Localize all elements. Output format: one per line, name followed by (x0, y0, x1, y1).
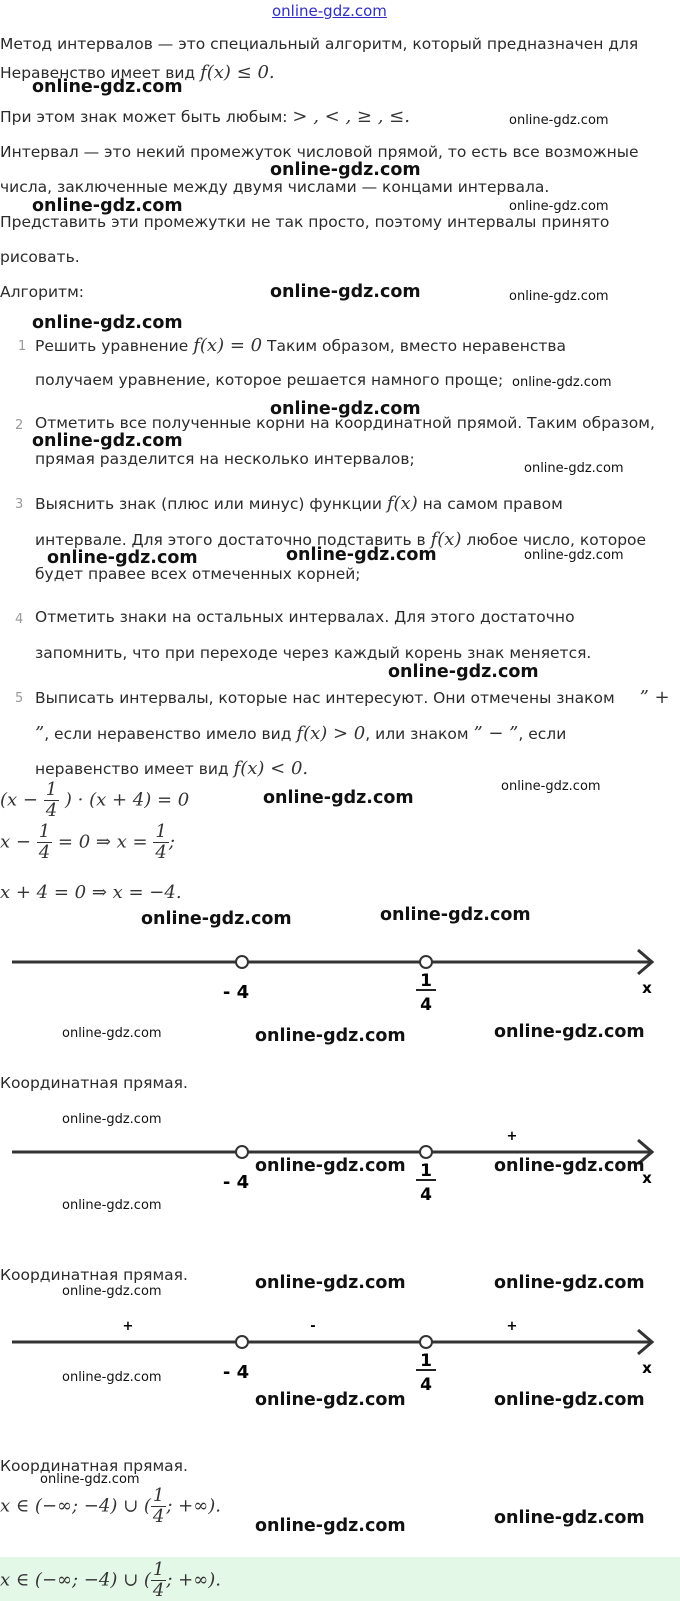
label-quarter-den: 4 (420, 995, 432, 1015)
watermark: online-gdz.com (255, 1156, 406, 1176)
watermark: online-gdz.com (494, 1273, 645, 1293)
watermark: online-gdz.com (494, 1508, 645, 1528)
caption-2: Координатная прямая. (0, 1266, 188, 1284)
theory-p3-text: При этом знак может быть любым: (0, 108, 288, 126)
frac-numerator: 1 (38, 821, 51, 842)
watermark: online-gdz.com (62, 1026, 162, 1041)
answer-1-fraction (151, 1486, 166, 1527)
watermark: online-gdz.com (62, 1112, 162, 1127)
frac-denominator: 4 (152, 1579, 165, 1601)
step-3-suffix: на самом правом (422, 495, 563, 513)
frac-numerator: 1 (152, 1485, 165, 1506)
watermark: online-gdz.com (509, 199, 609, 214)
theory-paragraph-5b: рисовать. (0, 248, 80, 266)
answer-2-part-b: ; +∞). (166, 1569, 221, 1591)
eq1-fraction (44, 780, 59, 821)
axis-label-x: x (642, 1169, 652, 1187)
step-3b-text: интервале. Для этого достаточно подставить в (35, 531, 426, 549)
step-1-line-b: получаем уравнение, которое решается намного проще; (35, 371, 504, 389)
step-2-line-a: Отметить все полученные корни на координатной прямой. Таким образом, (35, 414, 655, 432)
watermark: online-gdz.com (494, 1022, 645, 1042)
watermark: online-gdz.com (286, 545, 437, 565)
step-5-line-b (35, 723, 566, 744)
step-5-line-c (35, 758, 308, 779)
theory-paragraph-4a: Интервал — это некий промежуток числовой прямой, то есть все возможные (0, 143, 639, 161)
caption-3: Координатная прямая. (0, 1457, 188, 1475)
watermark: online-gdz.com (47, 548, 198, 568)
step-number: 4 (15, 612, 24, 627)
sign-plus-left: + (122, 1319, 134, 1334)
eq2-part-c: ; (168, 831, 175, 853)
point-quarter (420, 1146, 432, 1158)
frac-numerator: 1 (152, 1559, 165, 1580)
eq1-part-b: ) · (x + 4) = 0 (64, 789, 190, 811)
answer-line-2 (0, 1560, 221, 1601)
answer-2-part-a: x ∈ (−∞; −4) ∪ ( (0, 1569, 151, 1591)
label-minus-4: - 4 (222, 982, 250, 1003)
watermark: online-gdz.com (32, 313, 183, 333)
algorithm-label: Алгоритм: (0, 283, 84, 301)
step-5-math: ” + (639, 687, 670, 708)
number-line-1 (0, 940, 680, 1020)
theory-paragraph-3 (0, 106, 410, 127)
eq1-part-a: (x − (0, 789, 38, 811)
eq2-part-a: x − (0, 831, 31, 853)
watermark: online-gdz.com (263, 788, 414, 808)
step-3-text: Выяснить знак (плюс или минус) функции (35, 495, 382, 513)
step-4-line-b: запомнить, что при переходе через каждый корень знак меняется. (35, 644, 592, 662)
watermark: online-gdz.com (32, 196, 183, 216)
step-4-line-a: Отметить знаки на остальных интервалах. Для этого достаточно (35, 608, 575, 626)
watermark: online-gdz.com (32, 77, 183, 97)
axis-label-x: x (642, 1359, 652, 1377)
watermark: online-gdz.com (270, 160, 421, 180)
step-5b-text1: , если неравенство имело вид (44, 725, 292, 743)
axis-label-x: x (642, 979, 652, 997)
point-quarter (420, 1336, 432, 1348)
label-quarter-den: 4 (420, 1185, 432, 1202)
theory-p3-math: > , < , ≥ , ≤. (292, 106, 410, 127)
step-5b-text3: , если (518, 725, 567, 743)
theory-paragraph-5a: Представить эти промежутки не так просто, поэтому интервалы принято (0, 213, 610, 231)
theory-paragraph-4b: числа, заключенные между двумя числами — концами интервала. (0, 178, 550, 196)
frac-numerator: 1 (155, 821, 167, 842)
label-quarter-num: 1 (420, 1161, 432, 1181)
step-number: 5 (15, 691, 24, 706)
eq2-fraction-1 (37, 822, 52, 863)
frac-denominator: 4 (38, 841, 51, 863)
step-3b-suffix: любое число, которое (466, 531, 647, 549)
watermark: online-gdz.com (388, 662, 539, 682)
watermark: online-gdz.com (40, 1472, 140, 1487)
watermark: online-gdz.com (524, 548, 624, 563)
eq2-part-b: = 0 ⇒ x = (57, 831, 148, 853)
step-number: 3 (15, 497, 24, 512)
watermark: online-gdz.com (62, 1198, 162, 1213)
answer-2-fraction (151, 1560, 166, 1601)
watermark: online-gdz.com (512, 375, 612, 390)
point-minus-4 (236, 956, 248, 968)
point-quarter (420, 956, 432, 968)
watermark: online-gdz.com (270, 282, 421, 302)
step-5b-minus: ” − ” (473, 723, 519, 744)
step-2-line-b: прямая разделится на несколько интервалов; (35, 450, 415, 468)
theory-p2-math: f(x) ≤ 0. (200, 62, 275, 83)
answer-1-part-b: ; +∞). (166, 1495, 221, 1517)
step-5c-math: f(x) < 0. (233, 758, 309, 779)
frac-denominator: 4 (45, 799, 58, 821)
label-quarter-den: 4 (420, 1375, 432, 1392)
step-5b-text2: , или знаком (365, 725, 469, 743)
watermark: online-gdz.com (509, 113, 609, 128)
step-1-math: f(x) = 0 (193, 335, 263, 356)
point-minus-4 (236, 1146, 248, 1158)
caption-1: Координатная прямая. (0, 1074, 188, 1092)
answer-1-part-a: x ∈ (−∞; −4) ∪ ( (0, 1495, 151, 1517)
watermark: online-gdz.com (494, 1156, 645, 1176)
step-number: 1 (18, 339, 27, 354)
equation-3: x + 4 = 0 ⇒ x = −4. (0, 882, 182, 903)
label-quarter-num: 1 (420, 1351, 432, 1371)
label-minus-4: - 4 (222, 1362, 250, 1383)
watermark: online-gdz.com (62, 1370, 162, 1385)
watermark: online-gdz.com (32, 431, 183, 451)
sign-plus-right: + (506, 1129, 518, 1144)
watermark: online-gdz.com (255, 1516, 406, 1536)
eq2-fraction-2 (153, 822, 168, 863)
watermark: online-gdz.com (62, 1284, 162, 1299)
step-1-line-a (35, 335, 566, 356)
sign-minus-middle: - (310, 1319, 316, 1334)
frac-denominator: 4 (152, 1505, 165, 1527)
watermark: online-gdz.com (494, 1390, 645, 1410)
step-5c-text: неравенство имеет вид (35, 760, 229, 778)
watermark: online-gdz.com (255, 1273, 406, 1293)
watermark: online-gdz.com (255, 1026, 406, 1046)
step-3-math: f(x) (386, 493, 418, 514)
step-3-line-c: будет правее всех отмеченных корней; (35, 565, 361, 583)
step-1-text: Решить уравнение (35, 337, 189, 355)
step-3-line-a (35, 493, 563, 514)
watermark: online-gdz.com (501, 779, 601, 794)
theory-paragraph-1: Метод интервалов — это специальный алгоритм, который предназначен для (0, 35, 639, 53)
watermark: online-gdz.com (524, 461, 624, 476)
step-5b-quote: ” (35, 723, 45, 744)
answer-line-1 (0, 1486, 221, 1527)
site-header[interactable]: online-gdz.com (272, 2, 387, 20)
point-minus-4 (236, 1336, 248, 1348)
theory-p2-text: Неравенство имеет вид (0, 64, 196, 82)
step-number: 2 (15, 418, 24, 433)
step-5-line-a (35, 687, 670, 708)
frac-denominator: 4 (155, 841, 167, 863)
step-1-suffix: Таким образом, вместо неравенства (267, 337, 567, 355)
step-5b-math: f(x) > 0 (296, 723, 366, 744)
label-minus-4: - 4 (222, 1172, 250, 1193)
sign-plus-right: + (506, 1319, 518, 1334)
watermark: online-gdz.com (270, 399, 421, 419)
frac-numerator: 1 (45, 779, 58, 800)
label-quarter-num: 1 (420, 971, 432, 991)
watermark: online-gdz.com (509, 289, 609, 304)
equation-1 (0, 780, 189, 821)
watermark: online-gdz.com (255, 1390, 406, 1410)
step-3b-math: f(x) (430, 529, 462, 550)
watermark: online-gdz.com (380, 905, 531, 925)
equation-2 (0, 822, 175, 863)
watermark: online-gdz.com (141, 909, 292, 929)
step-5-text: Выписать интервалы, которые нас интересуют. Они отмечены знаком (35, 689, 615, 707)
